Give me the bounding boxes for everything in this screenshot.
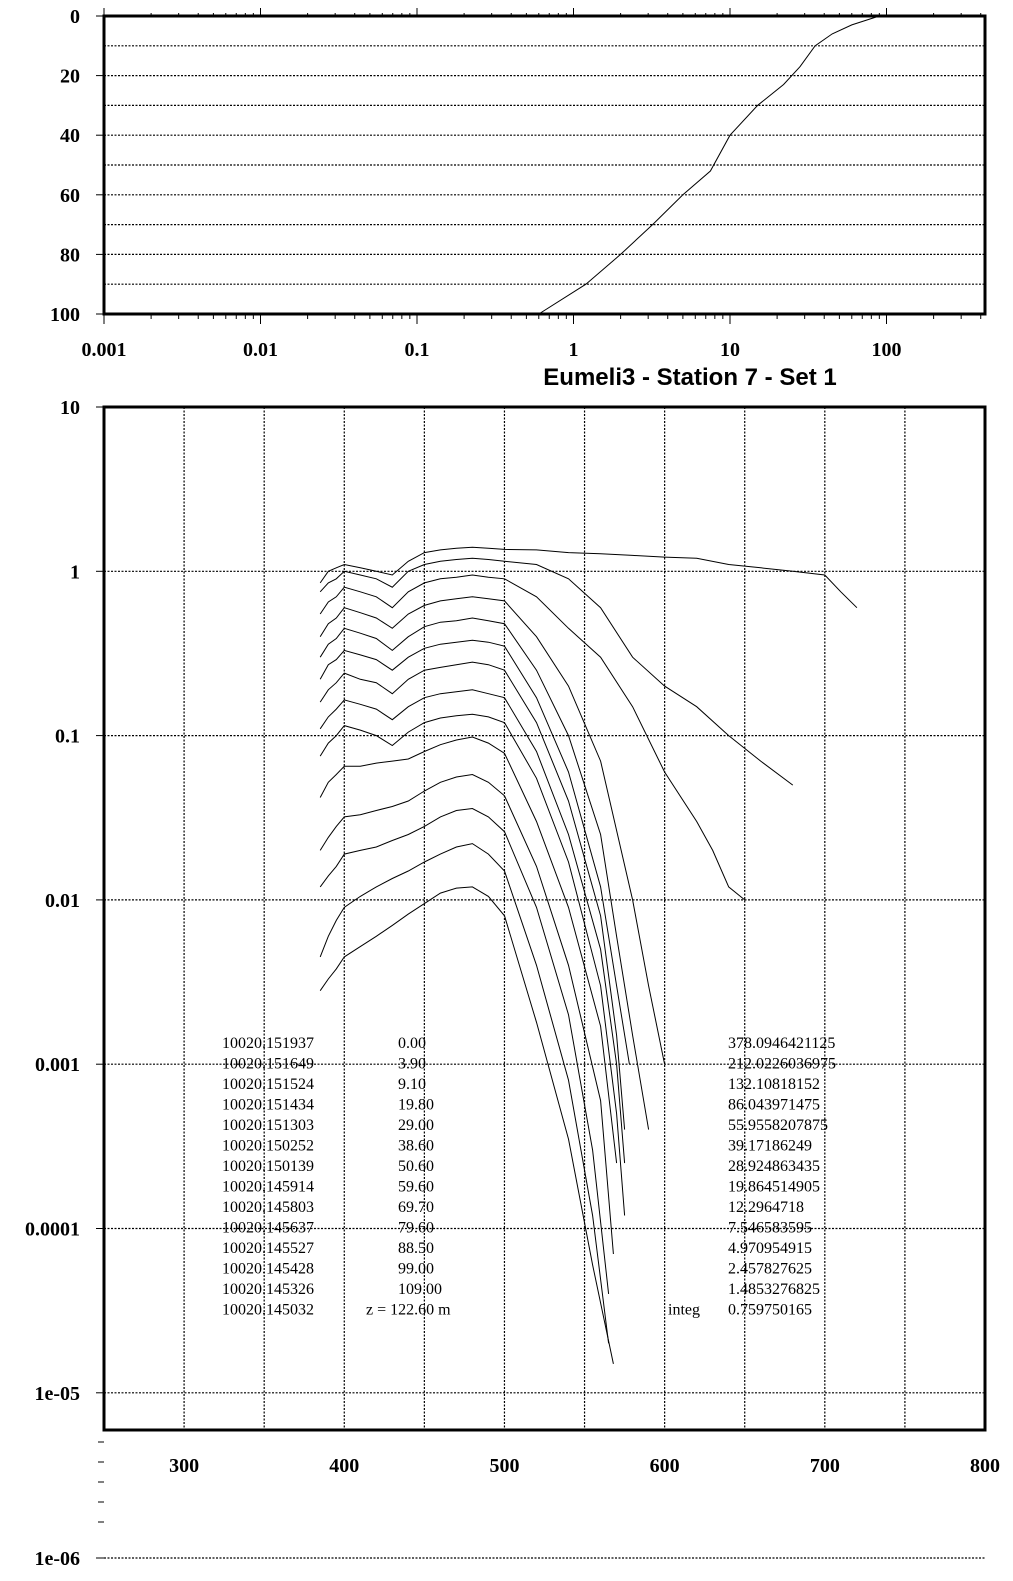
annotation-depth: 38.60	[398, 1137, 434, 1155]
spectrum-line	[320, 809, 608, 1294]
spectrum-line	[320, 887, 613, 1364]
x-tick-label: 300	[169, 1455, 200, 1477]
annotation-id: 10020.151524	[222, 1076, 314, 1093]
annotation-depth: 0.00	[398, 1035, 426, 1052]
annotation-depth: 3.90	[398, 1055, 426, 1073]
y-tick-label: 10	[60, 397, 80, 419]
integ-label: integ	[668, 1301, 700, 1319]
chart-title: Eumeli3 - Station 7 - Set 1	[543, 364, 837, 391]
spectrum-line	[320, 690, 624, 1163]
annotation-depth: 9.10	[398, 1076, 426, 1093]
y-tick-label: 0.001	[35, 1054, 80, 1077]
annotation-id: 10020.145637	[222, 1219, 314, 1237]
annotation-id: 10020.150252	[222, 1137, 314, 1155]
spectrum-line	[320, 597, 664, 1064]
annotation-value: 212.0226036975	[728, 1055, 836, 1073]
annotation-id: 10020.145428	[222, 1260, 314, 1278]
profile-line	[539, 16, 880, 314]
annotation-depth: 109.00	[398, 1281, 442, 1298]
plot-frame	[104, 16, 985, 314]
annotation-depth: 79.60	[398, 1219, 434, 1237]
annotation-depth: 59.60	[398, 1178, 434, 1196]
spectrum-line	[320, 558, 793, 785]
annotation-id: 10020.151303	[222, 1117, 314, 1134]
x-tick-label: 700	[809, 1455, 840, 1477]
top-chart	[50, 6, 985, 361]
annotation-depth: 99.00	[398, 1260, 434, 1278]
annotation-value: 132.10818152	[728, 1076, 820, 1093]
spectrum-line	[320, 547, 857, 607]
annotation-id: 10020.151937	[222, 1035, 314, 1052]
x-tick-label: 500	[489, 1455, 520, 1477]
y-tick-label: 0	[70, 6, 80, 28]
annotation-value: 1.4853276825	[728, 1281, 820, 1298]
y-tick-label: 1	[70, 561, 80, 584]
y-tick-label: 40	[60, 125, 80, 148]
y-tick-label: 0.0001	[25, 1218, 80, 1241]
spectrum-line	[320, 618, 648, 1130]
annotation-value: 378.0946421125	[728, 1035, 836, 1052]
x-tick-label: 0.001	[81, 339, 127, 361]
annotation-value: 39.17186249	[728, 1137, 812, 1155]
annotation-value: 28.924863435	[728, 1158, 820, 1175]
annotation-value: 12.2964718	[728, 1199, 804, 1216]
annotation-id: 10020.150139	[222, 1158, 314, 1175]
annotation-value: 86.043971475	[728, 1096, 820, 1114]
annotation-id: 10020.151649	[222, 1055, 314, 1073]
annotation-value: 55.9558207875	[728, 1117, 828, 1134]
y-tick-label: 0.1	[55, 725, 80, 748]
annotation-id: 10020.145032	[222, 1301, 314, 1319]
annotation-value: 4.970954915	[728, 1240, 812, 1257]
annotation-depth: 19.80	[398, 1096, 434, 1114]
annotation-id: 10020.145326	[222, 1281, 314, 1298]
spectrum-line	[320, 844, 608, 1344]
annotation-depth: 88.50	[398, 1240, 434, 1257]
annotation-value: 2.457827625	[728, 1260, 812, 1278]
y-tick-label: 100	[50, 304, 80, 326]
annotation-id: 10020.145527	[222, 1240, 314, 1257]
annotation-value: 19.864514905	[728, 1178, 820, 1196]
x-tick-label: 400	[329, 1455, 360, 1477]
x-tick-label: 1	[568, 339, 579, 361]
x-tick-label: 0.1	[404, 339, 430, 361]
annotation-id: 10020.145914	[222, 1178, 314, 1196]
annotation-depth: z = 122.60 m	[366, 1301, 451, 1319]
annotation-id: 10020.151434	[222, 1096, 314, 1114]
y-tick-label: 80	[60, 244, 80, 267]
x-tick-label: 600	[649, 1455, 680, 1477]
y-tick-label: 0.01	[45, 889, 80, 912]
annotation-value: 7.546583595	[728, 1219, 812, 1237]
x-tick-label: 0.01	[243, 339, 278, 361]
annotation-depth: 29.00	[398, 1117, 434, 1134]
x-tick-label: 100	[871, 339, 902, 361]
spectrum-line	[320, 575, 745, 900]
annotation-value: 0.759750165	[728, 1301, 812, 1319]
annotation-id: 10020.145803	[222, 1199, 314, 1216]
annotation-depth: 69.70	[398, 1199, 434, 1216]
x-tick-label: 10	[720, 339, 740, 361]
y-tick-label: 1e-06	[34, 1548, 80, 1570]
bottom-chart	[25, 364, 1000, 1570]
spectrum-line	[320, 775, 613, 1255]
y-tick-label: 1e-05	[34, 1382, 80, 1405]
y-tick-label: 20	[60, 65, 80, 88]
annotation-depth: 50.60	[398, 1158, 434, 1175]
x-tick-label: 800	[970, 1455, 1000, 1477]
y-tick-label: 60	[60, 184, 80, 207]
